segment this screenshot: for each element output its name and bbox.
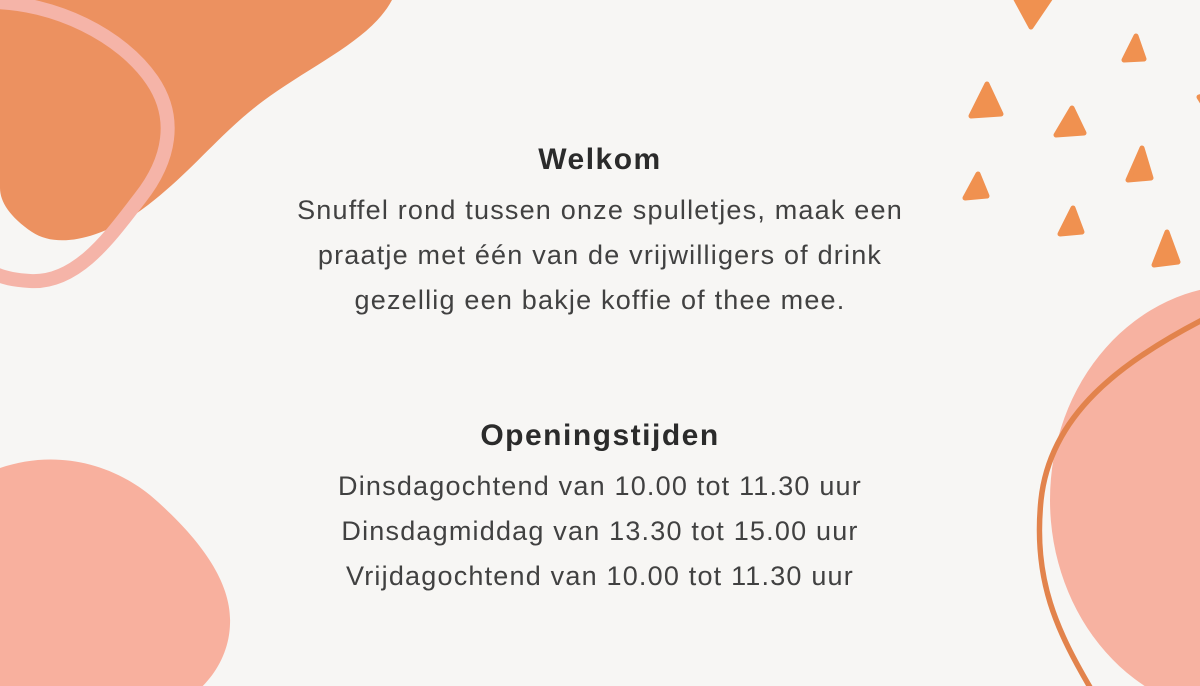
welcome-line-2: praatje met één van de vrijwilligers of drink [317,240,883,270]
opening-hours-line-2: Dinsdagmiddag van 13.30 tot 15.00 uur [341,516,859,546]
opening-hours-line-1: Dinsdagochtend van 10.00 tot 11.30 uur [338,471,862,501]
opening-hours-line-3: Vrijdagochtend van 10.00 tot 11.30 uur [346,561,854,591]
decorative-triangle [1012,0,1052,27]
decorative-triangle [971,84,1001,116]
decorative-triangle [1056,108,1084,135]
welcome-section [0,142,1200,323]
welcome-line-3: gezellig een bakje koffie of thee mee. [354,285,846,315]
opening-hours-title: Openingstijden [480,419,720,452]
welcome-title: Welkom [538,143,662,176]
decorative-triangle [1124,36,1144,60]
opening-hours-section [0,418,1200,599]
welcome-line-1: Snuffel rond tussen onze spulletjes, maak een [297,195,903,225]
